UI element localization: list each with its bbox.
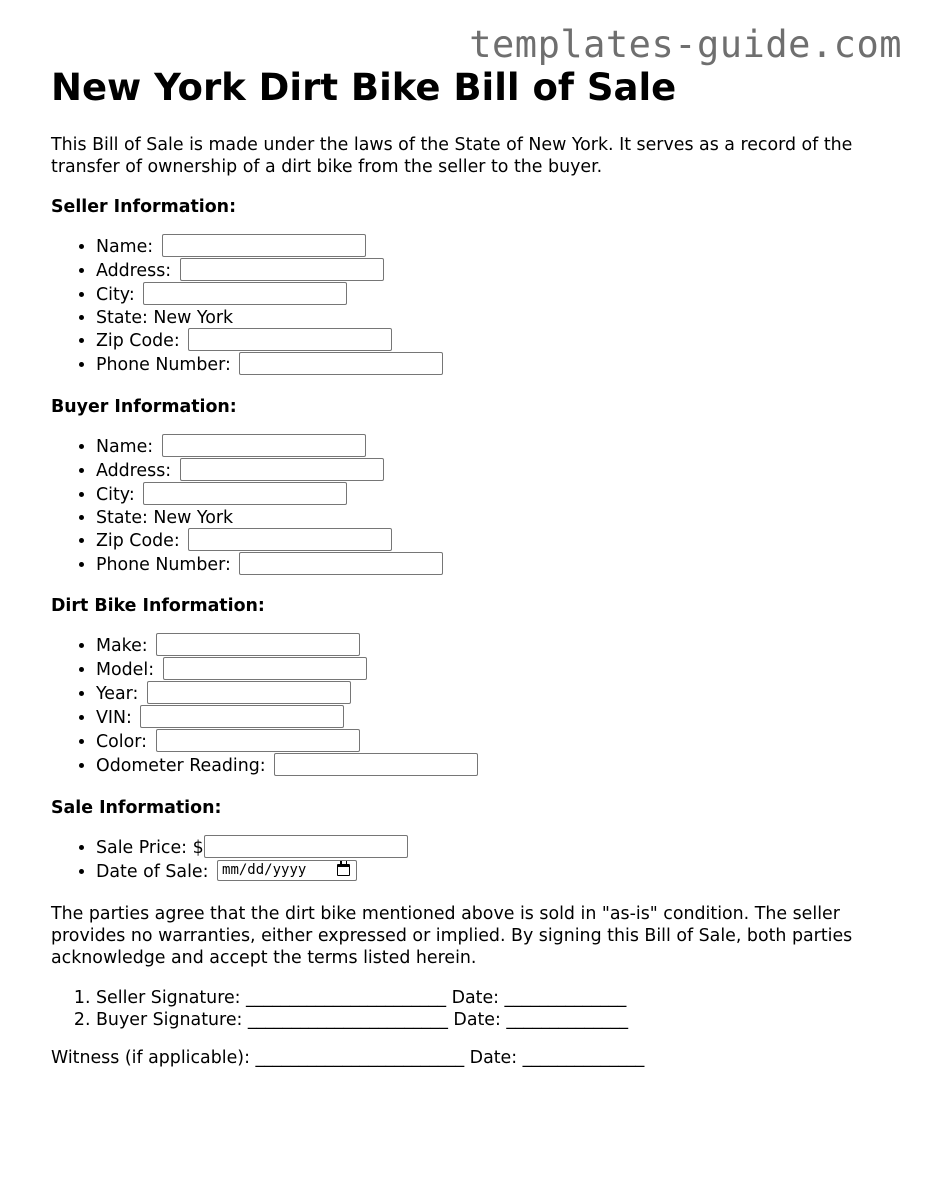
seller-name-input[interactable] — [162, 234, 366, 257]
bike-heading: Dirt Bike Information: — [51, 596, 265, 616]
seller-phone-label: Phone Number: — [96, 355, 231, 375]
sale-date-input[interactable] — [217, 860, 357, 881]
seller-city-label: City: — [96, 285, 135, 305]
bike-year-label: Year: — [96, 684, 139, 704]
buyer-city-label: City: — [96, 485, 135, 505]
buyer-city-item — [96, 483, 443, 507]
buyer-name-input[interactable] — [162, 434, 366, 457]
sale-price-label: Sale Price: $ — [96, 838, 204, 858]
sale-date-item — [96, 860, 408, 884]
buyer-city-input[interactable] — [143, 482, 347, 505]
buyer-address-item — [96, 459, 443, 483]
sale-date-label: Date of Sale: — [96, 862, 209, 882]
seller-zip-input[interactable] — [188, 328, 392, 351]
seller-phone-item — [96, 353, 443, 377]
buyer-address-label: Address: — [96, 461, 172, 481]
bike-odometer-item — [96, 754, 478, 778]
buyer-zip-item — [96, 529, 443, 553]
seller-state-item — [96, 307, 443, 329]
watermark: templates-guide.com — [469, 23, 902, 66]
seller-name-item — [96, 235, 443, 259]
signature-list — [51, 987, 628, 1031]
buyer-phone-item — [96, 553, 443, 577]
calendar-icon[interactable] — [337, 864, 350, 876]
bike-model-label: Model: — [96, 660, 155, 680]
page-title: New York Dirt Bike Bill of Sale — [51, 66, 677, 109]
seller-city-input[interactable] — [143, 282, 347, 305]
seller-heading: Seller Information: — [51, 197, 237, 217]
buyer-heading: Buyer Information: — [51, 397, 237, 417]
terms-paragraph: The parties agree that the dirt bike mentioned above is sold in "as-is" condition. The seller provides no warranties, either expressed or implied. By signing this Bill of Sale, both parties acknowledge and accept the terms listed herein. — [51, 904, 853, 968]
buyer-zip-input[interactable] — [188, 528, 392, 551]
sale-heading: Sale Information: — [51, 798, 222, 818]
seller-phone-input[interactable] — [239, 352, 443, 375]
bike-odometer-input[interactable] — [274, 753, 478, 776]
buyer-state-text: State: New York — [96, 508, 234, 528]
sale-price-input[interactable] — [204, 835, 408, 858]
seller-state-text: State: New York — [96, 308, 234, 328]
seller-address-item — [96, 259, 443, 283]
bike-year-input[interactable] — [147, 681, 351, 704]
buyer-address-input[interactable] — [180, 458, 384, 481]
buyer-name-item — [96, 435, 443, 459]
buyer-phone-label: Phone Number: — [96, 555, 231, 575]
bike-vin-item — [96, 706, 478, 730]
bike-odometer-label: Odometer Reading: — [96, 756, 266, 776]
bike-model-input[interactable] — [163, 657, 367, 680]
witness-signature-line: Witness (if applicable): ________________________ Date: ______________ — [51, 1048, 645, 1068]
bike-year-item — [96, 682, 478, 706]
bike-color-label: Color: — [96, 732, 147, 752]
seller-name-label: Name: — [96, 237, 154, 257]
seller-zip-label: Zip Code: — [96, 331, 180, 351]
bike-fields — [51, 634, 478, 778]
buyer-zip-label: Zip Code: — [96, 531, 180, 551]
bike-make-input[interactable] — [156, 633, 360, 656]
intro-paragraph: This Bill of Sale is made under the laws of the State of New York. It serves as a record of the transfer of ownership of a dirt bike from the seller to the buyer. — [51, 135, 853, 177]
bike-model-item — [96, 658, 478, 682]
bike-vin-label: VIN: — [96, 708, 132, 728]
seller-address-label: Address: — [96, 261, 172, 281]
seller-signature-line: 1. Seller Signature: _______________________ Date: ______________ — [96, 987, 628, 1009]
bike-vin-input[interactable] — [140, 705, 344, 728]
buyer-phone-input[interactable] — [239, 552, 443, 575]
seller-address-input[interactable] — [180, 258, 384, 281]
bike-make-label: Make: — [96, 636, 148, 656]
bike-color-input[interactable] — [156, 729, 360, 752]
sale-price-item — [96, 836, 408, 860]
buyer-state-item — [96, 507, 443, 529]
buyer-fields — [51, 435, 443, 577]
buyer-name-label: Name: — [96, 437, 154, 457]
bike-color-item — [96, 730, 478, 754]
seller-city-item — [96, 283, 443, 307]
seller-zip-item — [96, 329, 443, 353]
sale-date-placeholder: mm/dd/yyyy — [222, 861, 307, 878]
buyer-signature-line: 2. Buyer Signature: _______________________ Date: ______________ — [96, 1009, 628, 1031]
seller-fields — [51, 235, 443, 377]
sale-fields — [51, 836, 408, 884]
bike-make-item — [96, 634, 478, 658]
